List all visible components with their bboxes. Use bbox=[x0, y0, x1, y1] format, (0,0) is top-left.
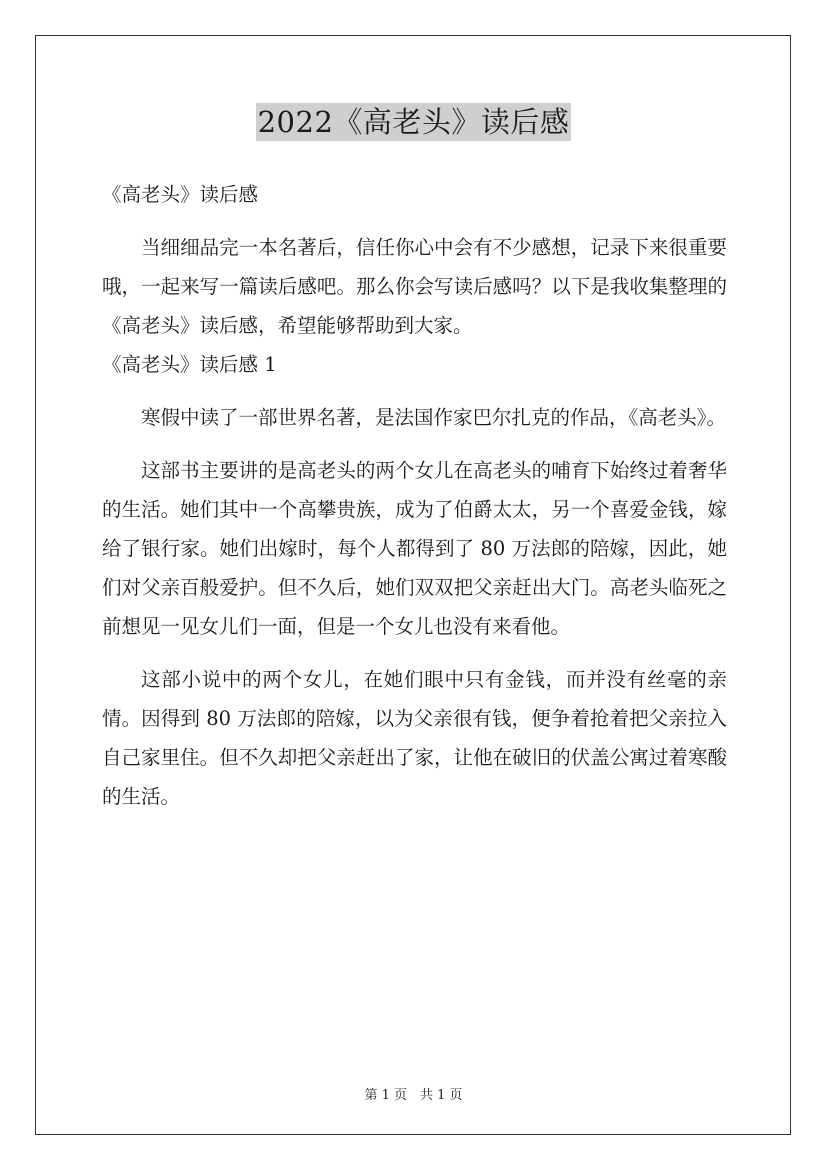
intro-paragraph: 当细细品完一本名著后，信任你心中会有不少感想，记录下来很重要哦，一起来写一篇读后感吧。那么你会写读后感吗？以下是我收集整理的《高老头》读后感，希望能够帮助到大家。 bbox=[102, 236, 727, 337]
document-body bbox=[102, 175, 727, 816]
body-paragraph-1: 寒假中读了一部世界名著，是法国作家巴尔扎克的作品，《高老头》。 bbox=[141, 406, 727, 429]
document-title-wrap bbox=[0, 100, 827, 141]
page-footer: 第 1 页 共 1 页 bbox=[364, 1088, 463, 1103]
section-heading: 《高老头》读后感 1 bbox=[102, 353, 277, 376]
document-title: 2022《高老头》读后感 bbox=[257, 105, 570, 139]
body-paragraph-3: 这部小说中的两个女儿，在她们眼中只有金钱，而并没有丝毫的亲情。因得到 80 万法郎的陪嫁，以为父亲很有钱，便争着抢着把父亲拉入自己家里住。但不久却把父亲赶出了家，让他在破旧的伏盖公寓过着寒酸的生活。 bbox=[102, 668, 727, 808]
body-paragraph-2: 这部书主要讲的是高老头的两个女儿在高老头的哺育下始终过着奢华的生活。她们其中一个高攀贵族，成为了伯爵太太，另一个喜爱金钱，嫁给了银行家。她们出嫁时，每个人都得到了 80 万法郎的陪嫁，因此，她们对父亲百般爱护。但不久后，她们双双把父亲赶出大门。高老头临死之前想见一见女儿们一面，但是一个女儿也没有来看他。 bbox=[102, 459, 727, 638]
subtitle: 《高老头》读后感 bbox=[102, 183, 259, 206]
